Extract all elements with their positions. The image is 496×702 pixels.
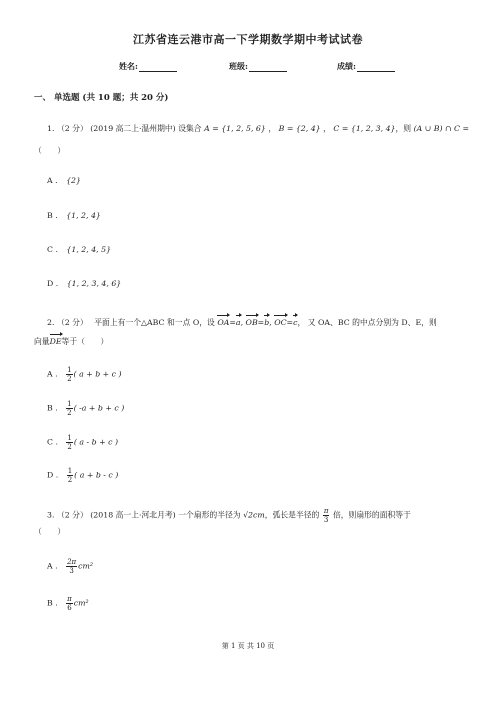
q1-option-c[interactable] (47, 245, 111, 254)
option-label: A . (47, 369, 58, 379)
name-field (119, 61, 177, 72)
class-label: 班级: (229, 61, 248, 71)
name-label: 姓名: (119, 61, 138, 71)
q1-option-a[interactable] (47, 176, 81, 185)
option-label: C . (47, 437, 58, 447)
q2-option-c[interactable] (47, 434, 118, 451)
q3-radius: √2cm (243, 510, 265, 520)
q3-option-a[interactable] (47, 558, 93, 575)
option-expression: ( -a + b + c ) (73, 403, 125, 413)
q1-expression: (A ∪ B) ∩ C = (413, 124, 469, 133)
q1-option-d[interactable] (47, 279, 121, 288)
question-2 (47, 314, 437, 329)
q2-option-a[interactable] (47, 366, 122, 383)
option-label: D . (47, 470, 59, 480)
option-label: A . (47, 561, 58, 571)
q3-stem-c: 倍，则扇形的面积等于 (332, 510, 411, 520)
q2-number: 2. (47, 318, 55, 327)
q2-score: （2 分） (56, 318, 88, 327)
half-fraction: $\frac{1}{2}$ (67, 366, 72, 383)
option-text: {1, 2, 4, 5} (66, 245, 112, 254)
q1-ask: ，则 (395, 124, 412, 133)
q3-score: （2 分） (56, 510, 88, 520)
option-expression: ( a - b + c ) (73, 437, 119, 447)
q2-stem-tail: ， 又 OA、BC 的中点分别为 D、E，则 (297, 318, 437, 327)
option-unit: cm² (78, 561, 94, 571)
option-label: A . (47, 176, 58, 185)
option-expression: ( a + b + c ) (73, 369, 122, 379)
q1-score: （2 分） (56, 124, 88, 133)
option-text: {1, 2, 4} (66, 211, 101, 220)
option-text: {1, 2, 3, 4, 6} (66, 279, 122, 288)
q3-stem-a: 一个扇形的半径为 (178, 510, 241, 520)
score-field (337, 61, 395, 72)
q1-source: (2019 高二上·温州期中) (90, 124, 176, 133)
q2-line2-suffix: 等于（ ） (61, 337, 109, 346)
q2-option-d[interactable] (47, 467, 118, 484)
half-fraction: $\frac{1}{2}$ (67, 467, 73, 484)
q1-set-b: B = {2, 4} (278, 124, 321, 133)
q1-number: 1. (47, 124, 55, 133)
half-fraction: $\frac{1}{2}$ (67, 434, 72, 451)
q2-line-2 (34, 333, 108, 348)
option-label: B . (47, 211, 58, 220)
q2-vectors: OA=a, OB=b, OC=c (217, 318, 297, 327)
q1-stem: 设集合 (178, 124, 202, 133)
pi-over-3-fraction: $\frac{\pi}{3}$ (323, 507, 329, 524)
option-fraction: $\frac{2\pi}{3}$ (67, 558, 77, 575)
score-blank (357, 63, 395, 72)
page-title: 江苏省连云港市高一下学期数学期中考试试卷 (133, 33, 363, 46)
option-expression: ( a + b - c ) (74, 470, 119, 480)
q2-option-b[interactable] (47, 400, 124, 417)
q2-line2-prefix: 向量 (34, 337, 50, 346)
question-3 (47, 507, 411, 524)
q3-stem-b: ，弧长是半径的 (264, 510, 320, 520)
option-label: B . (47, 598, 58, 608)
page-footer: 第 1 页 共 10 页 (221, 642, 275, 650)
option-fraction: $\frac{\pi}{6}$ (67, 595, 72, 612)
option-label: C . (47, 245, 58, 254)
name-blank (139, 63, 177, 72)
q3-source: (2018 高一上·河北月考) (90, 510, 176, 520)
question-1: 1. （2 分） (2019 高二上·温州期中) 设集合 A = {1, 2, 5, 6} ， B = {2, 4} ， C = {1, 2, 3, 4}，则 (A ∪ B) ∩ C = (47, 124, 469, 133)
q3-option-b[interactable] (47, 595, 89, 612)
section-heading: 一、 单选题 (共 10 题；共 20 分) (34, 93, 169, 103)
q1-option-b[interactable] (47, 211, 101, 220)
q1-set-c: C = {1, 2, 3, 4} (333, 124, 396, 133)
q1-set-a: A = {1, 2, 5, 6} (204, 124, 266, 133)
option-label: B . (47, 403, 58, 413)
q3-number: 3. (47, 510, 55, 520)
option-label: D . (47, 279, 59, 288)
option-unit: cm² (73, 598, 89, 608)
half-fraction: $\frac{1}{2}$ (67, 400, 72, 417)
class-blank (249, 63, 287, 72)
class-field (229, 61, 287, 72)
option-text: {2} (66, 176, 81, 185)
q3-paren: （ ） (34, 527, 66, 536)
q1-paren: （ ） (34, 146, 66, 155)
vector-de: DE (50, 333, 62, 348)
q2-stem: 平面上有一个△ABC 和一点 O，设 (94, 318, 215, 327)
score-label: 成绩: (337, 61, 356, 71)
